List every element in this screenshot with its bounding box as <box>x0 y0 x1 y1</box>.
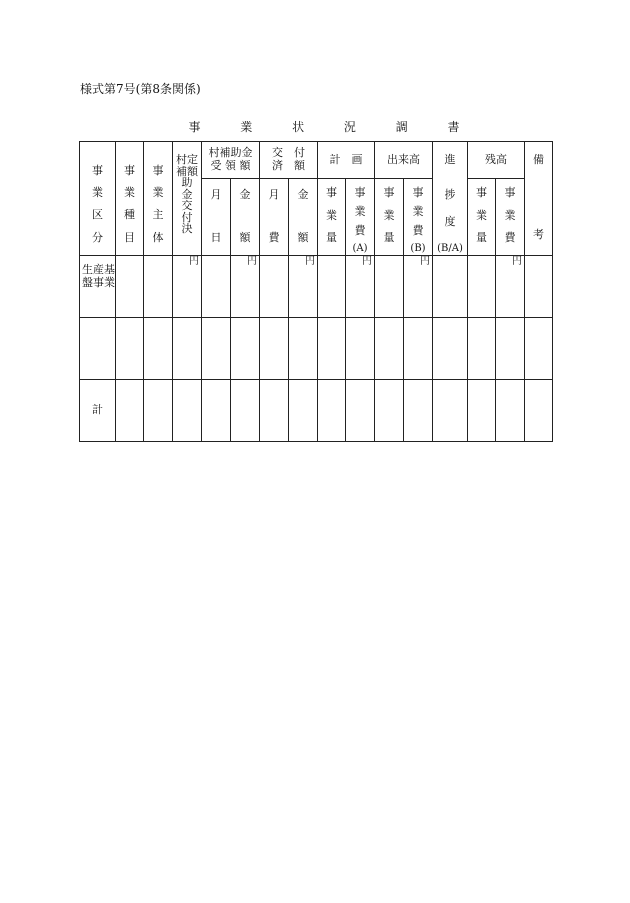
yen-unit: 円 <box>346 256 375 318</box>
table-cell <box>433 380 468 442</box>
table-cell <box>289 380 318 442</box>
table-cell <box>144 318 173 380</box>
table-cell <box>202 256 231 318</box>
table-row-total <box>80 380 553 442</box>
table-cell <box>433 256 468 318</box>
yen-unit: 円 <box>173 256 202 318</box>
header-remarks-top: 備 <box>525 142 553 179</box>
table-cell <box>525 256 553 318</box>
table-cell <box>173 318 202 380</box>
header-remaining-cost: 事 業 費 <box>496 179 525 256</box>
table-cell <box>260 380 289 442</box>
total-label: 計 <box>80 380 116 442</box>
table-cell <box>116 380 144 442</box>
header-business-entity: 事 業 主 体 <box>144 142 173 256</box>
header-subsidy-decision: 村定 補額 助 金 交 付 決 <box>173 142 202 256</box>
header-remaining-quantity: 事 業 量 <box>468 179 496 256</box>
table-cell <box>231 380 260 442</box>
header-plan-cost: 事 業 費 (A) <box>346 179 375 256</box>
table-cell <box>468 318 496 380</box>
table-cell <box>496 380 525 442</box>
header-business-category: 事 業 区 分 <box>80 142 116 256</box>
header-grant-paid: 交 付 済 額 <box>260 142 318 179</box>
table-cell <box>375 380 404 442</box>
header-received-amount: 金 額 <box>231 179 260 256</box>
header-remaining: 残高 <box>468 142 525 179</box>
table-cell <box>202 318 231 380</box>
header-progress-rate: 捗 度 (B/A) <box>433 179 468 256</box>
table-cell <box>468 256 496 318</box>
table-cell <box>116 318 144 380</box>
row-label-cell <box>80 318 116 380</box>
table-cell <box>468 380 496 442</box>
header-plan: 計 画 <box>318 142 375 179</box>
table-cell <box>404 318 433 380</box>
table-cell <box>346 380 375 442</box>
yen-unit: 円 <box>289 256 318 318</box>
header-done-quantity: 事 業 量 <box>375 179 404 256</box>
table-cell <box>116 256 144 318</box>
table-cell <box>260 256 289 318</box>
table-row <box>80 318 553 380</box>
table-cell <box>144 256 173 318</box>
table-cell <box>375 318 404 380</box>
table-cell <box>260 318 289 380</box>
header-remarks-bottom: 考 <box>525 179 553 256</box>
table-row <box>80 256 553 318</box>
table-cell <box>404 380 433 442</box>
table-cell <box>318 318 346 380</box>
header-progress-amount: 出来高 <box>375 142 433 179</box>
table-cell <box>346 318 375 380</box>
table-cell <box>144 380 173 442</box>
table-cell <box>289 318 318 380</box>
document-title: 事 業 状 況 調 書 <box>188 120 478 134</box>
form-number-label: 様式第7号(第8条関係) <box>80 82 201 96</box>
table-cell <box>318 256 346 318</box>
table-cell <box>202 380 231 442</box>
header-plan-quantity: 事 業 量 <box>318 179 346 256</box>
header-paid-date: 月 費 <box>260 179 289 256</box>
table-cell <box>496 318 525 380</box>
table-cell <box>231 318 260 380</box>
row-label-cell: 生産基 盤事業 <box>80 256 116 318</box>
header-received-date: 月 日 <box>202 179 231 256</box>
header-subsidy-received: 村補助金 受 領 額 <box>202 142 260 179</box>
table-cell <box>173 380 202 442</box>
business-status-table <box>79 141 553 442</box>
table-cell <box>375 256 404 318</box>
table-cell <box>525 380 553 442</box>
yen-unit: 円 <box>231 256 260 318</box>
yen-unit: 円 <box>496 256 525 318</box>
header-done-cost: 事 業 費 (B) <box>404 179 433 256</box>
header-business-type: 事 業 種 目 <box>116 142 144 256</box>
table-cell <box>433 318 468 380</box>
header-paid-amount: 金 額 <box>289 179 318 256</box>
header-progress-top: 進 <box>433 142 468 179</box>
yen-unit: 円 <box>404 256 433 318</box>
table-cell <box>525 318 553 380</box>
table-cell <box>318 380 346 442</box>
